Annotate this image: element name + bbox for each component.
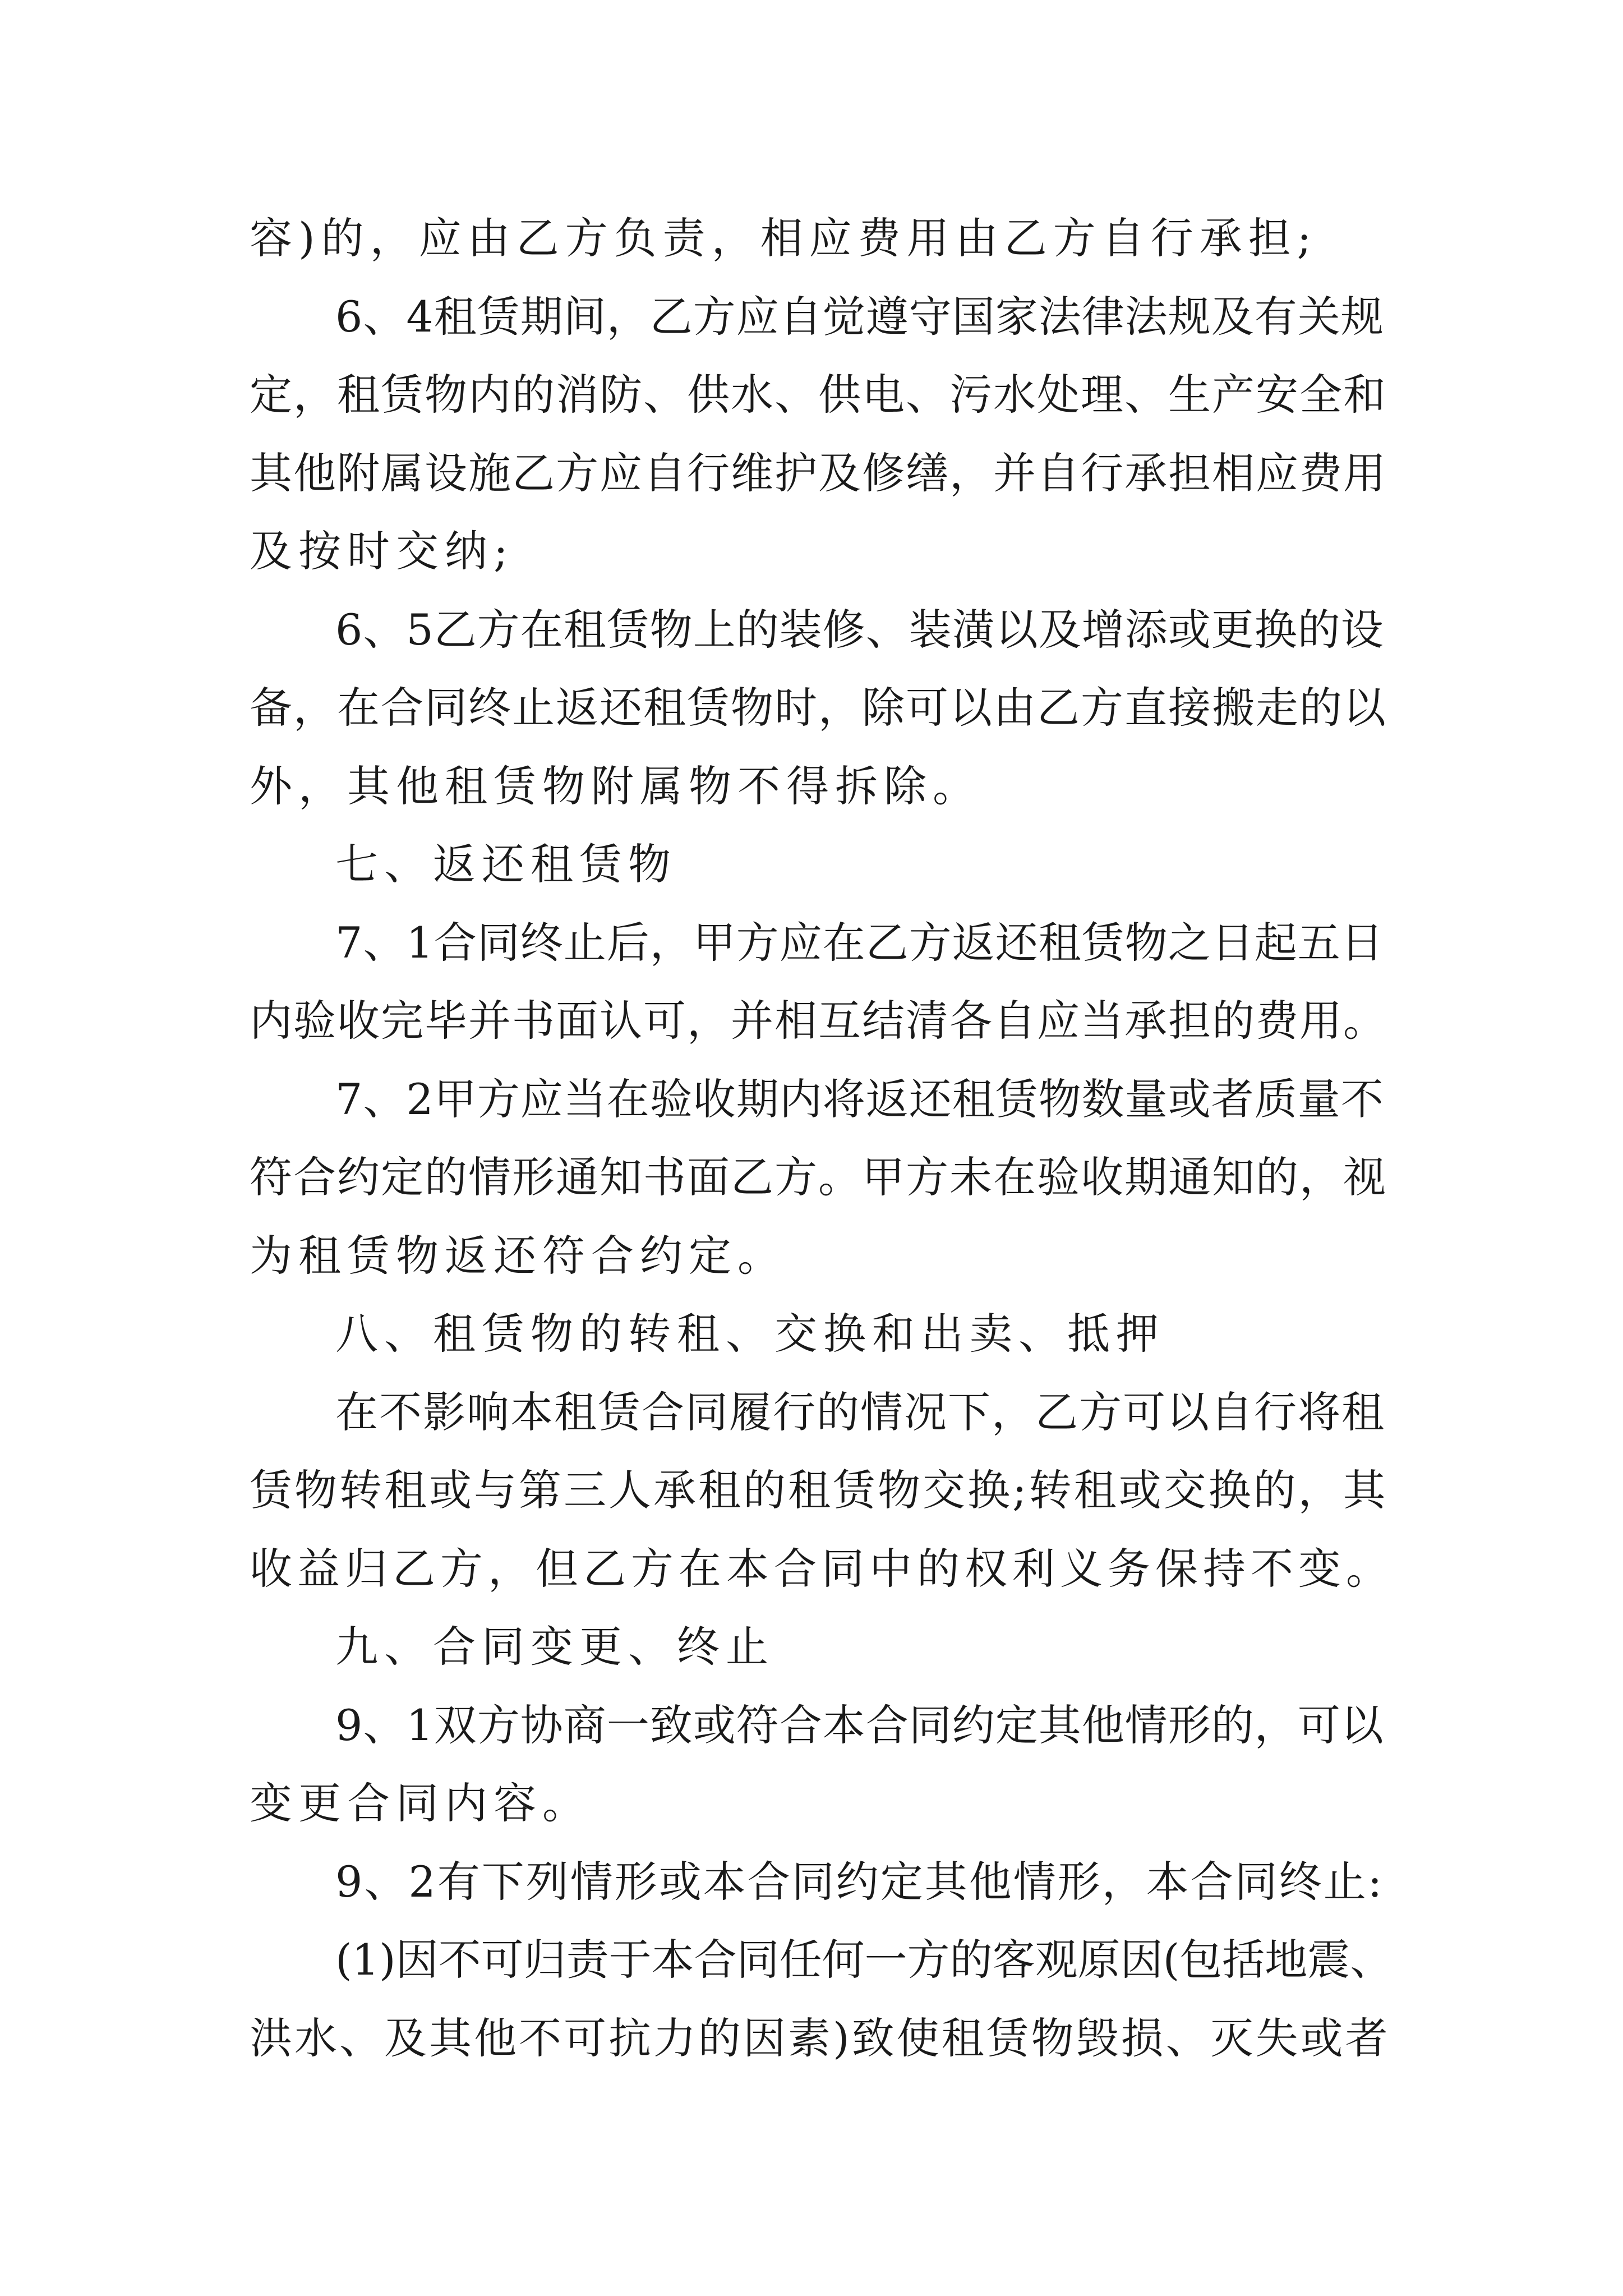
- text-line: 符合约定的情形通知书面乙方。甲方未在验收期通知的，视: [250, 1152, 1387, 1202]
- text-line: 9、2有下列情形或本合同约定其他情形，本合同终止:: [335, 1856, 1384, 1907]
- text-line: 及按时交纳;: [250, 526, 514, 576]
- text-line: 7、1合同终止后，甲方应在乙方返还租赁物之日起五日: [335, 917, 1384, 968]
- text-line: 外，其他租赁物附属物不得拆除。: [250, 761, 981, 811]
- text-line: 在不影响本租赁合同履行的情况下，乙方可以自行将租: [335, 1387, 1385, 1437]
- section-heading: 八、租赁物的转租、交换和出卖、抵押: [335, 1309, 1165, 1359]
- text-line: 内验收完毕并书面认可，并相互结清各自应当承担的费用。: [250, 996, 1387, 1046]
- section-heading: 九、合同变更、终止: [335, 1622, 774, 1672]
- document-body: [250, 199, 1394, 2077]
- text-line: 6、5乙方在租赁物上的装修、装潢以及增添或更换的设: [335, 604, 1384, 655]
- section-heading: 七、返还租赁物: [335, 839, 677, 889]
- text-line: 9、1双方协商一致或符合本合同约定其他情形的，可以: [335, 1700, 1384, 1750]
- text-line: 容)的，应由乙方负责，相应费用由乙方自行承担;: [250, 213, 1318, 263]
- text-line: 洪水、及其他不可抗力的因素)致使租赁物毁损、灭失或者: [250, 2013, 1390, 2063]
- text-line: 7、2甲方应当在验收期内将返还租赁物数量或者质量不: [335, 1074, 1384, 1124]
- text-line: 变更合同内容。: [250, 1778, 591, 1828]
- text-line: 为租赁物返还符合约定。: [250, 1230, 786, 1281]
- text-line: 备，在合同终止返还租赁物时，除可以由乙方直接搬走的以: [250, 683, 1387, 733]
- text-line: 定，租赁物内的消防、供水、供电、污水处理、生产安全和: [250, 370, 1387, 420]
- text-line: 收益归乙方，但乙方在本合同中的权利义务保持不变。: [250, 1543, 1394, 1594]
- text-line: (1)因不可归责于本合同任何一方的客观原因(包括地震、: [335, 1935, 1393, 1985]
- text-line: 赁物转租或与第三人承租的租赁物交换;转租或交换的，其: [250, 1465, 1388, 1515]
- text-line: 6、4租赁期间，乙方应自觉遵守国家法律法规及有关规: [335, 291, 1384, 342]
- text-line: 其他附属设施乙方应自行维护及修缮，并自行承担相应费用: [250, 448, 1387, 498]
